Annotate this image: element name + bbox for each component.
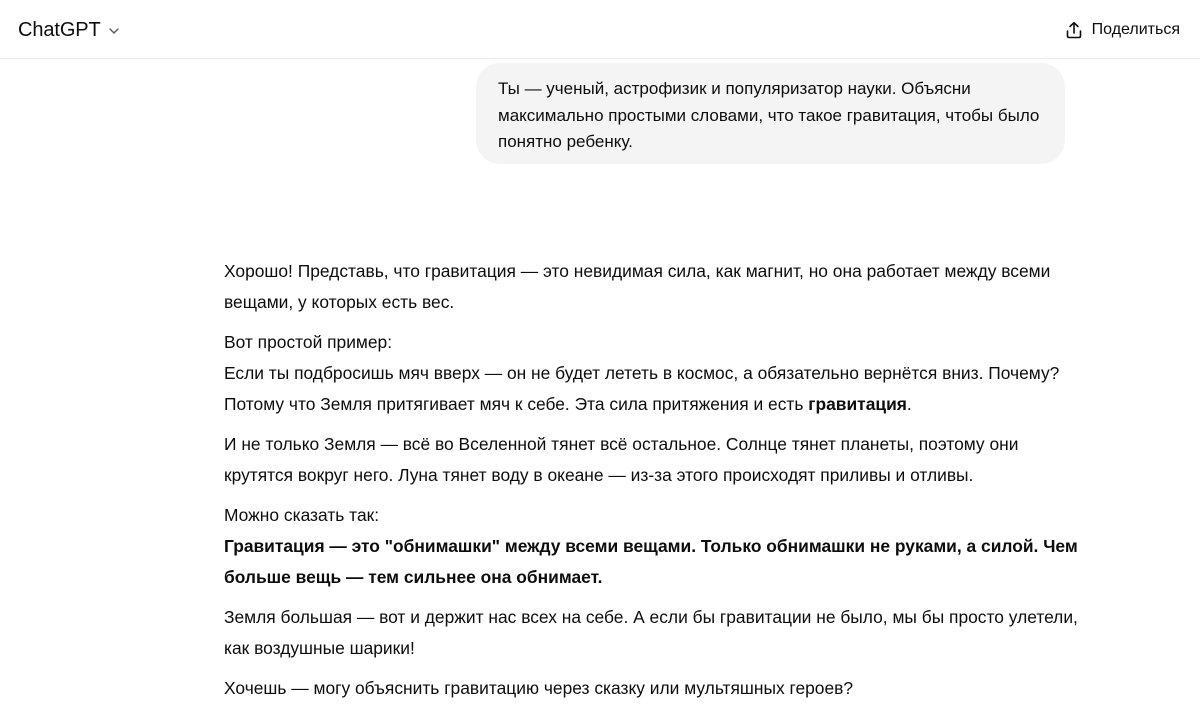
assistant-paragraph-5: Земля большая — вот и держит нас всех на себе. А если бы гравитации не было, мы бы просто улетели, как воздушные шарики! [224, 607, 1078, 658]
share-button[interactable] [1056, 14, 1188, 46]
assistant-paragraph-4 [224, 500, 1084, 593]
assistant-paragraph-6: Хочешь — могу объяснить гравитацию через сказку или мультяшных героев? [224, 678, 854, 698]
assistant-text: Можно сказать так: [224, 505, 380, 525]
model-name: ChatGPT [18, 18, 101, 41]
assistant-paragraph-3: И не только Земля — всё во Вселенной тянет всё остальное. Солнце тянет планеты, поэтому они крутятся вокруг него. Луна тянет воду в океане — из-за этого происходят приливы и отливы. [224, 434, 1019, 485]
assistant-message [224, 256, 1084, 713]
assistant-paragraph-2 [224, 327, 1084, 420]
model-switcher-button[interactable] [10, 12, 129, 48]
share-upload-icon [1064, 20, 1084, 40]
chevron-down-icon [107, 24, 121, 38]
user-message-bubble [476, 63, 1065, 164]
top-bar [0, 0, 1200, 59]
assistant-text: . [906, 394, 912, 414]
share-label: Поделиться [1091, 21, 1180, 38]
user-message-text: Ты — ученый, астрофизик и популяризатор науки. Объясни максимально простыми словами, что такое гравитация, чтобы было понятно ребенку. [498, 79, 1040, 151]
assistant-paragraph-1: Хорошо! Представь, что гравитация — это невидимая сила, как магнит, но она работает между всеми вещами, у которых есть вес. [224, 261, 1051, 312]
assistant-bold-text: Гравитация — это "обнимашки" между всеми вещами. Только обнимашки не руками, а силой. Чем больше вещь — тем сильнее она обнимает. [224, 536, 1078, 587]
assistant-text: Если ты подбросишь мяч вверх — он не будет лететь в космос, а обязательно вернётся вниз. Почему? Потому что Земля притягивает мяч к себе. Эта сила притяжения и есть [224, 363, 1060, 414]
assistant-text: Вот простой пример: [224, 332, 393, 352]
assistant-bold-text: гравитация [808, 394, 907, 414]
